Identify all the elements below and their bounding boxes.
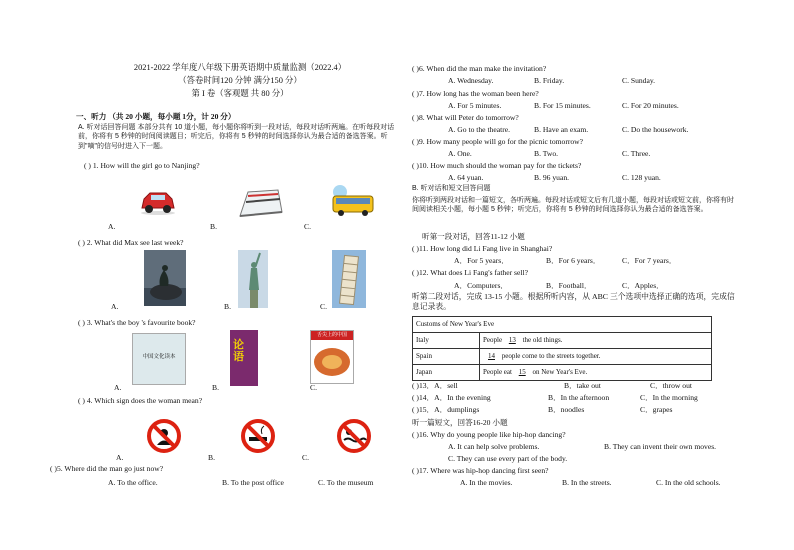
question-16: ( )16. Why do young people like hip-hop dancing? [412,430,566,439]
q8-option-a: A. Go to the theatre. [448,125,510,134]
question-12: ( )12. What does Li Fang's father sell? [412,268,528,277]
analects-book-picture [230,330,258,386]
question-13: ( )13．A．sell [412,381,458,390]
noodle-dish-icon [311,340,353,382]
q14-option-c: C．In the morning [640,393,698,402]
q2-option-b: B. [224,302,231,311]
table-header: Customs of New Year's Eve [413,317,712,333]
q3-option-c: C. [310,383,317,392]
q7-option-b: B. For 15 minutes. [534,101,591,110]
q6-option-a: A. Wednesday. [448,76,494,85]
country-cell: Spain [413,349,480,365]
q1-option-b: B. [210,222,217,231]
q12-option-a: A．Computers． [454,281,508,290]
car-picture [138,184,178,216]
question-9: ( )9. How many people will go for the picnic tomorrow? [412,137,584,146]
food-book-title: 舌尖上的中国 [311,331,353,340]
q12-option-c: C．Apples． [622,281,664,290]
q7-option-c: C. For 20 minutes. [622,101,679,110]
no-smoking-sign-icon [240,418,276,454]
q9-option-a: A. One. [448,149,472,158]
bus-picture [330,184,376,218]
q11-option-b: B．For 6 years． [546,256,601,265]
part-b-intro: 你将听到两段对话和一篇短文，各听两遍。每段对话或短文后有几道小题，每段对话或短文前，你将有时间阅读相关小题，每小题 5 秒钟；听完后，你将有 5 秒钟的时间选择你认为最合适的备选答案。 [412,197,734,214]
dialogue-2-heading: 听第二段对话，完成 13-15 小题。根据所听内容，从 ABC 三个选项中选择正确的选项，完成信息记录表。 [412,292,735,311]
q1-option-c: C. [304,222,311,231]
q17-option-a: A. In the movies. [460,478,513,487]
question-14: ( )14．A．In the evening [412,393,491,402]
q11-option-c: C．For 7 years． [622,256,677,265]
question-15: ( )15．A．dumplings [412,405,480,414]
culture-book-title: 中国文化读本 [142,354,176,360]
country-cell: Japan [413,365,480,381]
q15-option-b: B．noodles [548,405,585,414]
table-row [413,365,712,381]
q16-option-c: C. They can use every part of the body. [448,454,568,463]
listening-heading: 一、听力 （共 20 小题，每小题 1分，计 20 分） [76,112,236,121]
no-eating-sign-icon [146,418,182,454]
custom-cell [480,349,712,365]
passage-heading: 听一篇短文，回答16-20 小题 [412,418,508,427]
q15-option-c: C．grapes [640,405,673,414]
food-book-picture [310,330,354,384]
q14-option-b: B．In the afternoon [548,393,610,402]
train-picture [238,186,284,222]
q17-option-c: C. In the old schools. [656,478,721,487]
q16-option-a: A. It can help solve problems. [448,442,540,451]
q9-option-c: C. Three. [622,149,651,158]
custom-text: on New Year's Eve. [532,368,588,377]
blank-15: 15 [518,368,526,377]
dialogue-1-heading: 听第一段对话，回答11-12 小题 [422,232,525,241]
question-5: ( )5. Where did the man go just now? [50,464,164,473]
q8-option-c: C. Do the housework. [622,125,689,134]
q4-option-a: A. [116,453,124,462]
question-8: ( )8. What will Peter do tomorrow? [412,113,519,122]
question-7: ( )7. How long has the woman been here? [412,89,539,98]
question-11: ( )11. How long did Li Fang live in Shanghai? [412,244,553,253]
q10-option-c: C. 128 yuan. [622,173,661,182]
custom-text: people come to the streets together. [501,352,601,361]
culture-book-picture [132,333,186,385]
part-one-title: 第 I 卷（客观题 共 80 分） [191,89,289,98]
q3-option-b: B. [212,383,219,392]
q11-option-a: A．For 5 years． [454,256,509,265]
blank-14: 14 [488,352,495,361]
q8-option-b: B. Have an exam. [534,125,589,134]
table-row [413,349,712,365]
question-17: ( )17. Where was hip-hop dancing first seen? [412,466,549,475]
custom-text: the old things. [522,336,563,345]
question-6: ( )6. When did the man make the invitation? [412,64,547,73]
question-2: ( ) 2. What did Max see last week? [78,238,184,247]
mermaid-statue-picture [144,250,186,306]
q6-option-b: B. Friday. [534,76,565,85]
q5-option-a: A. To the office. [108,478,158,487]
q4-option-c: C. [302,453,309,462]
question-10: ( )10. How much should the woman pay for the tickets? [412,161,582,170]
blank-13: 13 [508,336,516,345]
q5-option-b: B. To the post office [222,478,284,487]
q13-option-c: C．throw out [650,381,692,390]
table-row [413,333,712,349]
custom-text: People eat [483,368,512,377]
custom-cell [480,365,712,381]
part-a-intro: A. 听对话回答问题 本部分共有 10 道小题，每小题你将听到一段对话，每段对话听两遍。在听每段对话前，你将有 5 秒钟的时间阅读题目；听完后，你将有 5 秒钟的时间选择你认为最合适的备选答案。听到"嘀"的信号时进入下一题。 [78,124,395,150]
q17-option-b: B. In the streets. [562,478,612,487]
q12-option-b: B．Football． [546,281,592,290]
table-header-row [413,317,712,333]
q13-option-b: B．take out [564,381,601,390]
q5-option-c: C. To the museum [318,478,374,487]
leaning-tower-picture [332,250,366,308]
exam-title: 2021-2022 学年度八年级下册英语期中质量监测（2022.4） [133,63,347,72]
no-swimming-sign-icon [336,418,372,454]
q9-option-b: B. Two. [534,149,559,158]
q16-option-b: B. They can invent their own moves. [604,442,717,451]
customs-table [412,316,712,381]
question-4: ( ) 4. Which sign does the woman mean? [78,396,203,405]
analects-book-title: 论语 [233,339,244,363]
custom-text: People [483,336,503,345]
question-3: ( ) 3. What's the boy 's favourite book? [78,318,196,327]
custom-cell [480,333,712,349]
country-cell: Italy [413,333,480,349]
q7-option-a: A. For 5 minutes. [448,101,502,110]
q3-option-a: A. [114,383,122,392]
q6-option-c: C. Sunday. [622,76,656,85]
q10-option-b: B. 96 yuan. [534,173,570,182]
exam-subtitle: （答卷时间120 分钟 满分150 分） [178,76,302,85]
q2-option-a: A. [111,302,119,311]
part-b-title: B. 听对话和短文回答问题 [412,185,491,192]
q4-option-b: B. [208,453,215,462]
q2-option-c: C. [320,302,327,311]
q10-option-a: A. 64 yuan. [448,173,484,182]
statue-of-liberty-picture [238,250,268,308]
q1-option-a: A. [108,222,116,231]
question-1: ( ) 1. How will the girl go to Nanjing? [84,161,200,170]
